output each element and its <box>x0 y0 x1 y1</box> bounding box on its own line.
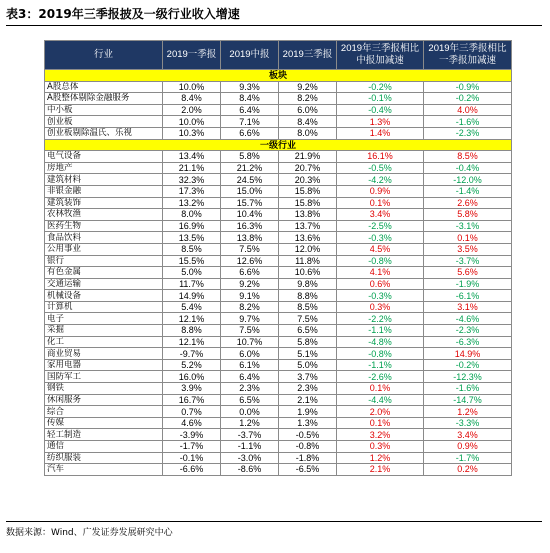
change-cell: -3.3% <box>424 417 512 429</box>
table-row <box>45 220 512 232</box>
industry-name-cell: 通信 <box>45 441 163 453</box>
table-row <box>45 104 512 116</box>
change-cell: 1.2% <box>337 452 424 464</box>
section-label: 板块 <box>45 70 512 82</box>
change-cell: 0.1% <box>424 232 512 244</box>
growth-cell: 6.0% <box>221 348 279 360</box>
growth-cell: 9.2% <box>279 81 337 93</box>
industry-name-cell: 机械设备 <box>45 290 163 302</box>
growth-cell: 3.9% <box>163 383 221 395</box>
change-cell: 0.9% <box>424 441 512 453</box>
change-cell: -0.8% <box>337 348 424 360</box>
industry-name-cell: 非银金融 <box>45 185 163 197</box>
change-cell: -0.3% <box>337 290 424 302</box>
growth-cell: 1.3% <box>279 417 337 429</box>
growth-cell: 6.1% <box>221 359 279 371</box>
table-row <box>45 162 512 174</box>
growth-cell: -3.7% <box>221 429 279 441</box>
growth-cell: 24.5% <box>221 174 279 186</box>
table-row <box>45 232 512 244</box>
change-cell: 1.4% <box>337 127 424 139</box>
growth-cell: 15.8% <box>279 185 337 197</box>
section-label: 一级行业 <box>45 139 512 151</box>
table-body <box>45 70 512 476</box>
title-rule <box>6 25 542 26</box>
growth-cell: 8.4% <box>279 116 337 128</box>
table-row <box>45 278 512 290</box>
change-cell: -0.9% <box>424 81 512 93</box>
growth-cell: 9.7% <box>221 313 279 325</box>
header-h1: 2019中报 <box>221 41 279 70</box>
growth-cell: 10.0% <box>163 116 221 128</box>
growth-cell: -6.5% <box>279 464 337 476</box>
industry-name-cell: 交通运输 <box>45 278 163 290</box>
table-row <box>45 417 512 429</box>
industry-name-cell: 中小板 <box>45 104 163 116</box>
growth-cell: -1.8% <box>279 452 337 464</box>
table-row <box>45 197 512 209</box>
growth-cell: 6.0% <box>279 104 337 116</box>
change-cell: -1.6% <box>424 116 512 128</box>
industry-name-cell: 建筑材料 <box>45 174 163 186</box>
table-row <box>45 336 512 348</box>
table-row <box>45 452 512 464</box>
table-row <box>45 174 512 186</box>
industry-name-cell: A股总体 <box>45 81 163 93</box>
growth-cell: 2.1% <box>279 394 337 406</box>
change-cell: 4.0% <box>424 104 512 116</box>
growth-cell: -3.0% <box>221 452 279 464</box>
table-row <box>45 127 512 139</box>
table-row <box>45 359 512 371</box>
table-row <box>45 151 512 163</box>
growth-table <box>44 40 512 476</box>
growth-cell: 12.1% <box>163 336 221 348</box>
industry-name-cell: 综合 <box>45 406 163 418</box>
header-industry: 行业 <box>45 41 163 70</box>
table-row <box>45 301 512 313</box>
change-cell: 3.4% <box>337 209 424 221</box>
growth-cell: -1.7% <box>163 441 221 453</box>
growth-cell: 10.6% <box>279 267 337 279</box>
industry-name-cell: 医药生物 <box>45 220 163 232</box>
table-row <box>45 394 512 406</box>
growth-cell: 13.2% <box>163 197 221 209</box>
table-row <box>45 93 512 105</box>
change-cell: 3.2% <box>337 429 424 441</box>
change-cell: 0.2% <box>424 464 512 476</box>
growth-cell: 4.6% <box>163 417 221 429</box>
industry-name-cell: 食品饮料 <box>45 232 163 244</box>
growth-cell: 17.3% <box>163 185 221 197</box>
change-cell: 5.6% <box>424 267 512 279</box>
table-row <box>45 383 512 395</box>
growth-cell: 8.5% <box>163 243 221 255</box>
growth-cell: 6.6% <box>221 267 279 279</box>
change-cell: 8.5% <box>424 151 512 163</box>
change-cell: -1.1% <box>337 325 424 337</box>
industry-name-cell: A股整体剔除金融服务 <box>45 93 163 105</box>
change-cell: 1.3% <box>337 116 424 128</box>
growth-cell: 15.0% <box>221 185 279 197</box>
growth-cell: -0.8% <box>279 441 337 453</box>
industry-name-cell: 创业板 <box>45 116 163 128</box>
header-vs-h1: 2019年三季报相比中报加减速 <box>337 41 424 70</box>
growth-cell: 12.0% <box>279 243 337 255</box>
change-cell: 2.1% <box>337 464 424 476</box>
change-cell: -12.0% <box>424 174 512 186</box>
growth-cell: 15.7% <box>221 197 279 209</box>
growth-cell: 11.7% <box>163 278 221 290</box>
change-cell: 2.0% <box>337 406 424 418</box>
change-cell: 0.1% <box>337 417 424 429</box>
growth-cell: 7.5% <box>221 243 279 255</box>
table-row <box>45 325 512 337</box>
change-cell: -4.6% <box>424 313 512 325</box>
growth-cell: 6.4% <box>221 371 279 383</box>
change-cell: -4.8% <box>337 336 424 348</box>
growth-cell: 13.4% <box>163 151 221 163</box>
table-row <box>45 348 512 360</box>
change-cell: 4.5% <box>337 243 424 255</box>
growth-cell: 8.4% <box>163 93 221 105</box>
change-cell: 3.5% <box>424 243 512 255</box>
growth-cell: 16.0% <box>163 371 221 383</box>
growth-cell: 5.8% <box>279 336 337 348</box>
growth-cell: 9.8% <box>279 278 337 290</box>
table-row <box>45 441 512 453</box>
change-cell: -2.5% <box>337 220 424 232</box>
change-cell: -1.6% <box>424 383 512 395</box>
growth-cell: 6.5% <box>221 394 279 406</box>
growth-cell: 6.6% <box>221 127 279 139</box>
section-row <box>45 70 512 82</box>
change-cell: -0.5% <box>337 162 424 174</box>
table-container <box>44 40 511 476</box>
growth-cell: 6.4% <box>221 104 279 116</box>
change-cell: 3.4% <box>424 429 512 441</box>
table-row <box>45 429 512 441</box>
table-row <box>45 116 512 128</box>
source-rule <box>6 521 542 522</box>
growth-cell: 7.1% <box>221 116 279 128</box>
growth-cell: 8.5% <box>279 301 337 313</box>
growth-cell: 11.8% <box>279 255 337 267</box>
change-cell: -1.7% <box>424 452 512 464</box>
change-cell: 3.1% <box>424 301 512 313</box>
industry-name-cell: 休闲服务 <box>45 394 163 406</box>
table-row <box>45 81 512 93</box>
growth-cell: -0.5% <box>279 429 337 441</box>
growth-cell: 9.3% <box>221 81 279 93</box>
industry-name-cell: 创业板剔除温氏、乐视 <box>45 127 163 139</box>
industry-name-cell: 家用电器 <box>45 359 163 371</box>
growth-cell: 5.0% <box>163 267 221 279</box>
industry-name-cell: 传媒 <box>45 417 163 429</box>
growth-cell: 10.7% <box>221 336 279 348</box>
change-cell: -0.2% <box>424 93 512 105</box>
growth-cell: 5.1% <box>279 348 337 360</box>
change-cell: -0.2% <box>424 359 512 371</box>
industry-name-cell: 纺织服装 <box>45 452 163 464</box>
table-row <box>45 267 512 279</box>
header-vs-q1: 2019年三季报相比一季报加减速 <box>424 41 512 70</box>
change-cell: -1.4% <box>424 185 512 197</box>
growth-cell: 13.8% <box>279 209 337 221</box>
industry-name-cell: 银行 <box>45 255 163 267</box>
industry-name-cell: 有色金属 <box>45 267 163 279</box>
growth-cell: 8.4% <box>221 93 279 105</box>
change-cell: -6.1% <box>424 290 512 302</box>
table-title: 表3：2019年三季报披及一级行业收入增速 <box>6 7 240 21</box>
growth-cell: -1.1% <box>221 441 279 453</box>
change-cell: -2.3% <box>424 325 512 337</box>
change-cell: 0.3% <box>337 301 424 313</box>
industry-name-cell: 电气设备 <box>45 151 163 163</box>
growth-cell: 14.9% <box>163 290 221 302</box>
growth-cell: 16.3% <box>221 220 279 232</box>
growth-cell: 0.0% <box>221 406 279 418</box>
table-row <box>45 313 512 325</box>
growth-cell: -9.7% <box>163 348 221 360</box>
growth-cell: 13.8% <box>221 232 279 244</box>
change-cell: 0.9% <box>337 185 424 197</box>
change-cell: 2.6% <box>424 197 512 209</box>
growth-cell: -0.1% <box>163 452 221 464</box>
industry-name-cell: 国防军工 <box>45 371 163 383</box>
change-cell: -1.1% <box>337 359 424 371</box>
growth-cell: 5.4% <box>163 301 221 313</box>
change-cell: 0.6% <box>337 278 424 290</box>
change-cell: 0.1% <box>337 197 424 209</box>
growth-cell: 12.1% <box>163 313 221 325</box>
growth-cell: 7.5% <box>279 313 337 325</box>
growth-cell: 2.3% <box>279 383 337 395</box>
industry-name-cell: 公用事业 <box>45 243 163 255</box>
growth-cell: 7.5% <box>221 325 279 337</box>
change-cell: -4.2% <box>337 174 424 186</box>
growth-cell: 15.5% <box>163 255 221 267</box>
header-row <box>45 41 512 70</box>
change-cell: 16.1% <box>337 151 424 163</box>
growth-cell: 8.2% <box>221 301 279 313</box>
table-row <box>45 209 512 221</box>
growth-cell: 8.0% <box>279 127 337 139</box>
change-cell: 0.1% <box>337 383 424 395</box>
table-row <box>45 185 512 197</box>
change-cell: -0.2% <box>337 81 424 93</box>
growth-cell: 15.8% <box>279 197 337 209</box>
growth-cell: 9.2% <box>221 278 279 290</box>
growth-cell: 16.9% <box>163 220 221 232</box>
growth-cell: 8.8% <box>163 325 221 337</box>
growth-cell: 1.9% <box>279 406 337 418</box>
growth-cell: 32.3% <box>163 174 221 186</box>
growth-cell: -6.6% <box>163 464 221 476</box>
change-cell: 0.3% <box>337 441 424 453</box>
growth-cell: 1.2% <box>221 417 279 429</box>
industry-name-cell: 采掘 <box>45 325 163 337</box>
change-cell: -2.6% <box>337 371 424 383</box>
change-cell: -1.9% <box>424 278 512 290</box>
table-row <box>45 464 512 476</box>
growth-cell: 12.6% <box>221 255 279 267</box>
source-note: 数据来源：Wind、广发证券发展研究中心 <box>6 528 173 538</box>
header-q3: 2019三季报 <box>279 41 337 70</box>
growth-cell: 8.8% <box>279 290 337 302</box>
table-row <box>45 243 512 255</box>
growth-cell: 21.2% <box>221 162 279 174</box>
change-cell: -12.3% <box>424 371 512 383</box>
growth-cell: 5.2% <box>163 359 221 371</box>
growth-cell: 10.4% <box>221 209 279 221</box>
change-cell: -3.1% <box>424 220 512 232</box>
change-cell: -3.7% <box>424 255 512 267</box>
growth-cell: 9.1% <box>221 290 279 302</box>
change-cell: 4.1% <box>337 267 424 279</box>
growth-cell: 5.0% <box>279 359 337 371</box>
growth-cell: 13.7% <box>279 220 337 232</box>
industry-name-cell: 房地产 <box>45 162 163 174</box>
growth-cell: 20.3% <box>279 174 337 186</box>
growth-cell: 20.7% <box>279 162 337 174</box>
header-q1: 2019一季报 <box>163 41 221 70</box>
growth-cell: -3.9% <box>163 429 221 441</box>
change-cell: -0.3% <box>337 232 424 244</box>
industry-name-cell: 计算机 <box>45 301 163 313</box>
growth-cell: 0.7% <box>163 406 221 418</box>
growth-cell: 5.8% <box>221 151 279 163</box>
growth-cell: 10.3% <box>163 127 221 139</box>
change-cell: -0.4% <box>337 104 424 116</box>
change-cell: -2.2% <box>337 313 424 325</box>
industry-name-cell: 电子 <box>45 313 163 325</box>
industry-name-cell: 化工 <box>45 336 163 348</box>
industry-name-cell: 建筑装饰 <box>45 197 163 209</box>
change-cell: -2.3% <box>424 127 512 139</box>
growth-cell: 8.0% <box>163 209 221 221</box>
growth-cell: 6.5% <box>279 325 337 337</box>
change-cell: -0.1% <box>337 93 424 105</box>
change-cell: -14.7% <box>424 394 512 406</box>
table-row <box>45 290 512 302</box>
growth-cell: 13.6% <box>279 232 337 244</box>
section-row <box>45 139 512 151</box>
change-cell: 1.2% <box>424 406 512 418</box>
change-cell: -0.8% <box>337 255 424 267</box>
change-cell: -4.4% <box>337 394 424 406</box>
growth-cell: -8.6% <box>221 464 279 476</box>
change-cell: 14.9% <box>424 348 512 360</box>
industry-name-cell: 汽车 <box>45 464 163 476</box>
growth-cell: 10.0% <box>163 81 221 93</box>
growth-cell: 2.0% <box>163 104 221 116</box>
growth-cell: 16.7% <box>163 394 221 406</box>
change-cell: 5.8% <box>424 209 512 221</box>
table-row <box>45 371 512 383</box>
change-cell: -6.3% <box>424 336 512 348</box>
industry-name-cell: 轻工制造 <box>45 429 163 441</box>
industry-name-cell: 商业贸易 <box>45 348 163 360</box>
industry-name-cell: 农林牧渔 <box>45 209 163 221</box>
table-row <box>45 255 512 267</box>
growth-cell: 13.5% <box>163 232 221 244</box>
table-row <box>45 406 512 418</box>
change-cell: -0.4% <box>424 162 512 174</box>
growth-cell: 21.9% <box>279 151 337 163</box>
growth-cell: 21.1% <box>163 162 221 174</box>
industry-name-cell: 钢铁 <box>45 383 163 395</box>
growth-cell: 3.7% <box>279 371 337 383</box>
growth-cell: 2.3% <box>221 383 279 395</box>
growth-cell: 8.2% <box>279 93 337 105</box>
